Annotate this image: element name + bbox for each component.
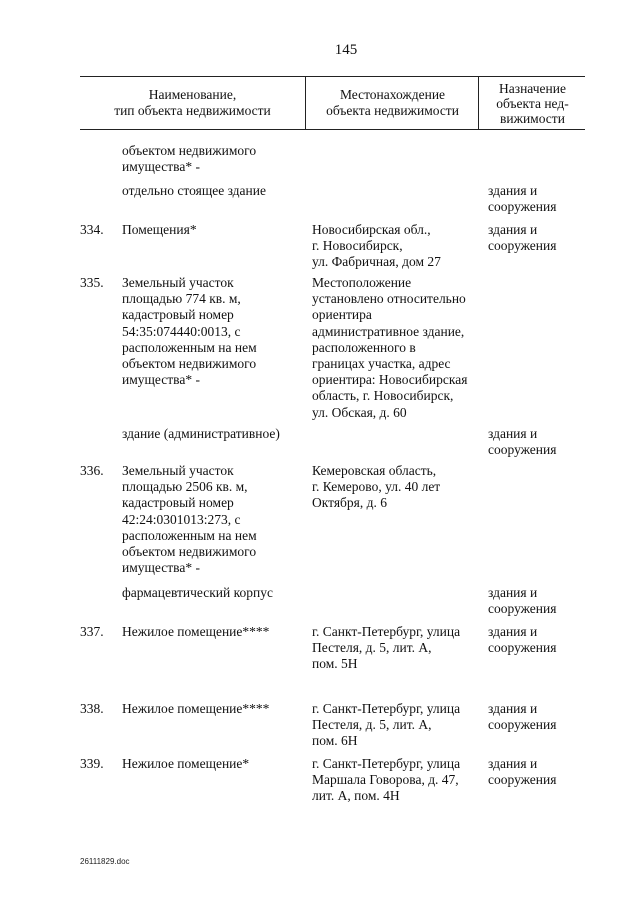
header-location: Местонахождение объекта недвижимости [305, 77, 479, 129]
row-purpose: здания и сооружения [488, 756, 557, 788]
row-location: г. Санкт-Петербург, улица Пестеля, д. 5, лит. А, пом. 5Н [312, 624, 461, 672]
row-name: фармацевтический корпус [122, 585, 273, 600]
row-location: Кемеровская область, г. Кемерово, ул. 40 лет Октября, д. 6 [312, 463, 441, 511]
row-purpose: здания и сооружения [488, 585, 557, 617]
row-name: Нежилое помещение**** [122, 701, 270, 716]
row-purpose: здания и сооружения [488, 222, 557, 254]
row-number: 339. [80, 756, 104, 771]
page-number: 145 [334, 42, 358, 58]
header-purpose: Назначение объекта нед- вижимости [478, 77, 586, 129]
row-name: здание (административное) [122, 426, 280, 441]
row-location: г. Санкт-Петербург, улица Маршала Говорова, д. 47, лит. А, пом. 4Н [312, 756, 461, 804]
row-number: 335. [80, 275, 104, 290]
header-name-type: Наименование, тип объекта недвижимости [114, 87, 271, 118]
row-location: Новосибирская обл., г. Новосибирск, ул. Фабричная, дом 27 [312, 222, 441, 270]
row-number: 334. [80, 222, 104, 237]
row-location: Местоположение установлено относительно ориентира административное здание, расположенного в границах участка, адрес ориентира: Новосибирская область, г. Новосибирск, ул. Обская, д. 60 [312, 275, 468, 420]
row-name: отдельно стоящее здание [122, 183, 266, 198]
row-name: объектом недвижимого имущества* - [122, 143, 257, 175]
document-filename: 26111829.doc [80, 857, 130, 866]
row-purpose: здания и сооружения [488, 426, 557, 458]
row-number: 336. [80, 463, 104, 478]
row-name: Нежилое помещение**** [122, 624, 270, 639]
row-number: 337. [80, 624, 104, 639]
row-name: Земельный участок площадью 774 кв. м, кадастровый номер 54:35:074440:0013, с расположенным на нем объектом недвижимого имущества* - [122, 275, 257, 388]
row-name: Нежилое помещение* [122, 756, 250, 771]
row-location: г. Санкт-Петербург, улица Пестеля, д. 5, лит. А, пом. 6Н [312, 701, 461, 749]
row-purpose: здания и сооружения [488, 624, 557, 656]
table-header [80, 76, 585, 130]
row-number: 338. [80, 701, 104, 716]
row-name: Земельный участок площадью 2506 кв. м, кадастровый номер 42:24:0301013:273, с расположенным на нем объектом недвижимого имущества* - [122, 463, 257, 576]
row-purpose: здания и сооружения [488, 183, 557, 215]
row-purpose: здания и сооружения [488, 701, 557, 733]
row-name: Помещения* [122, 222, 197, 237]
